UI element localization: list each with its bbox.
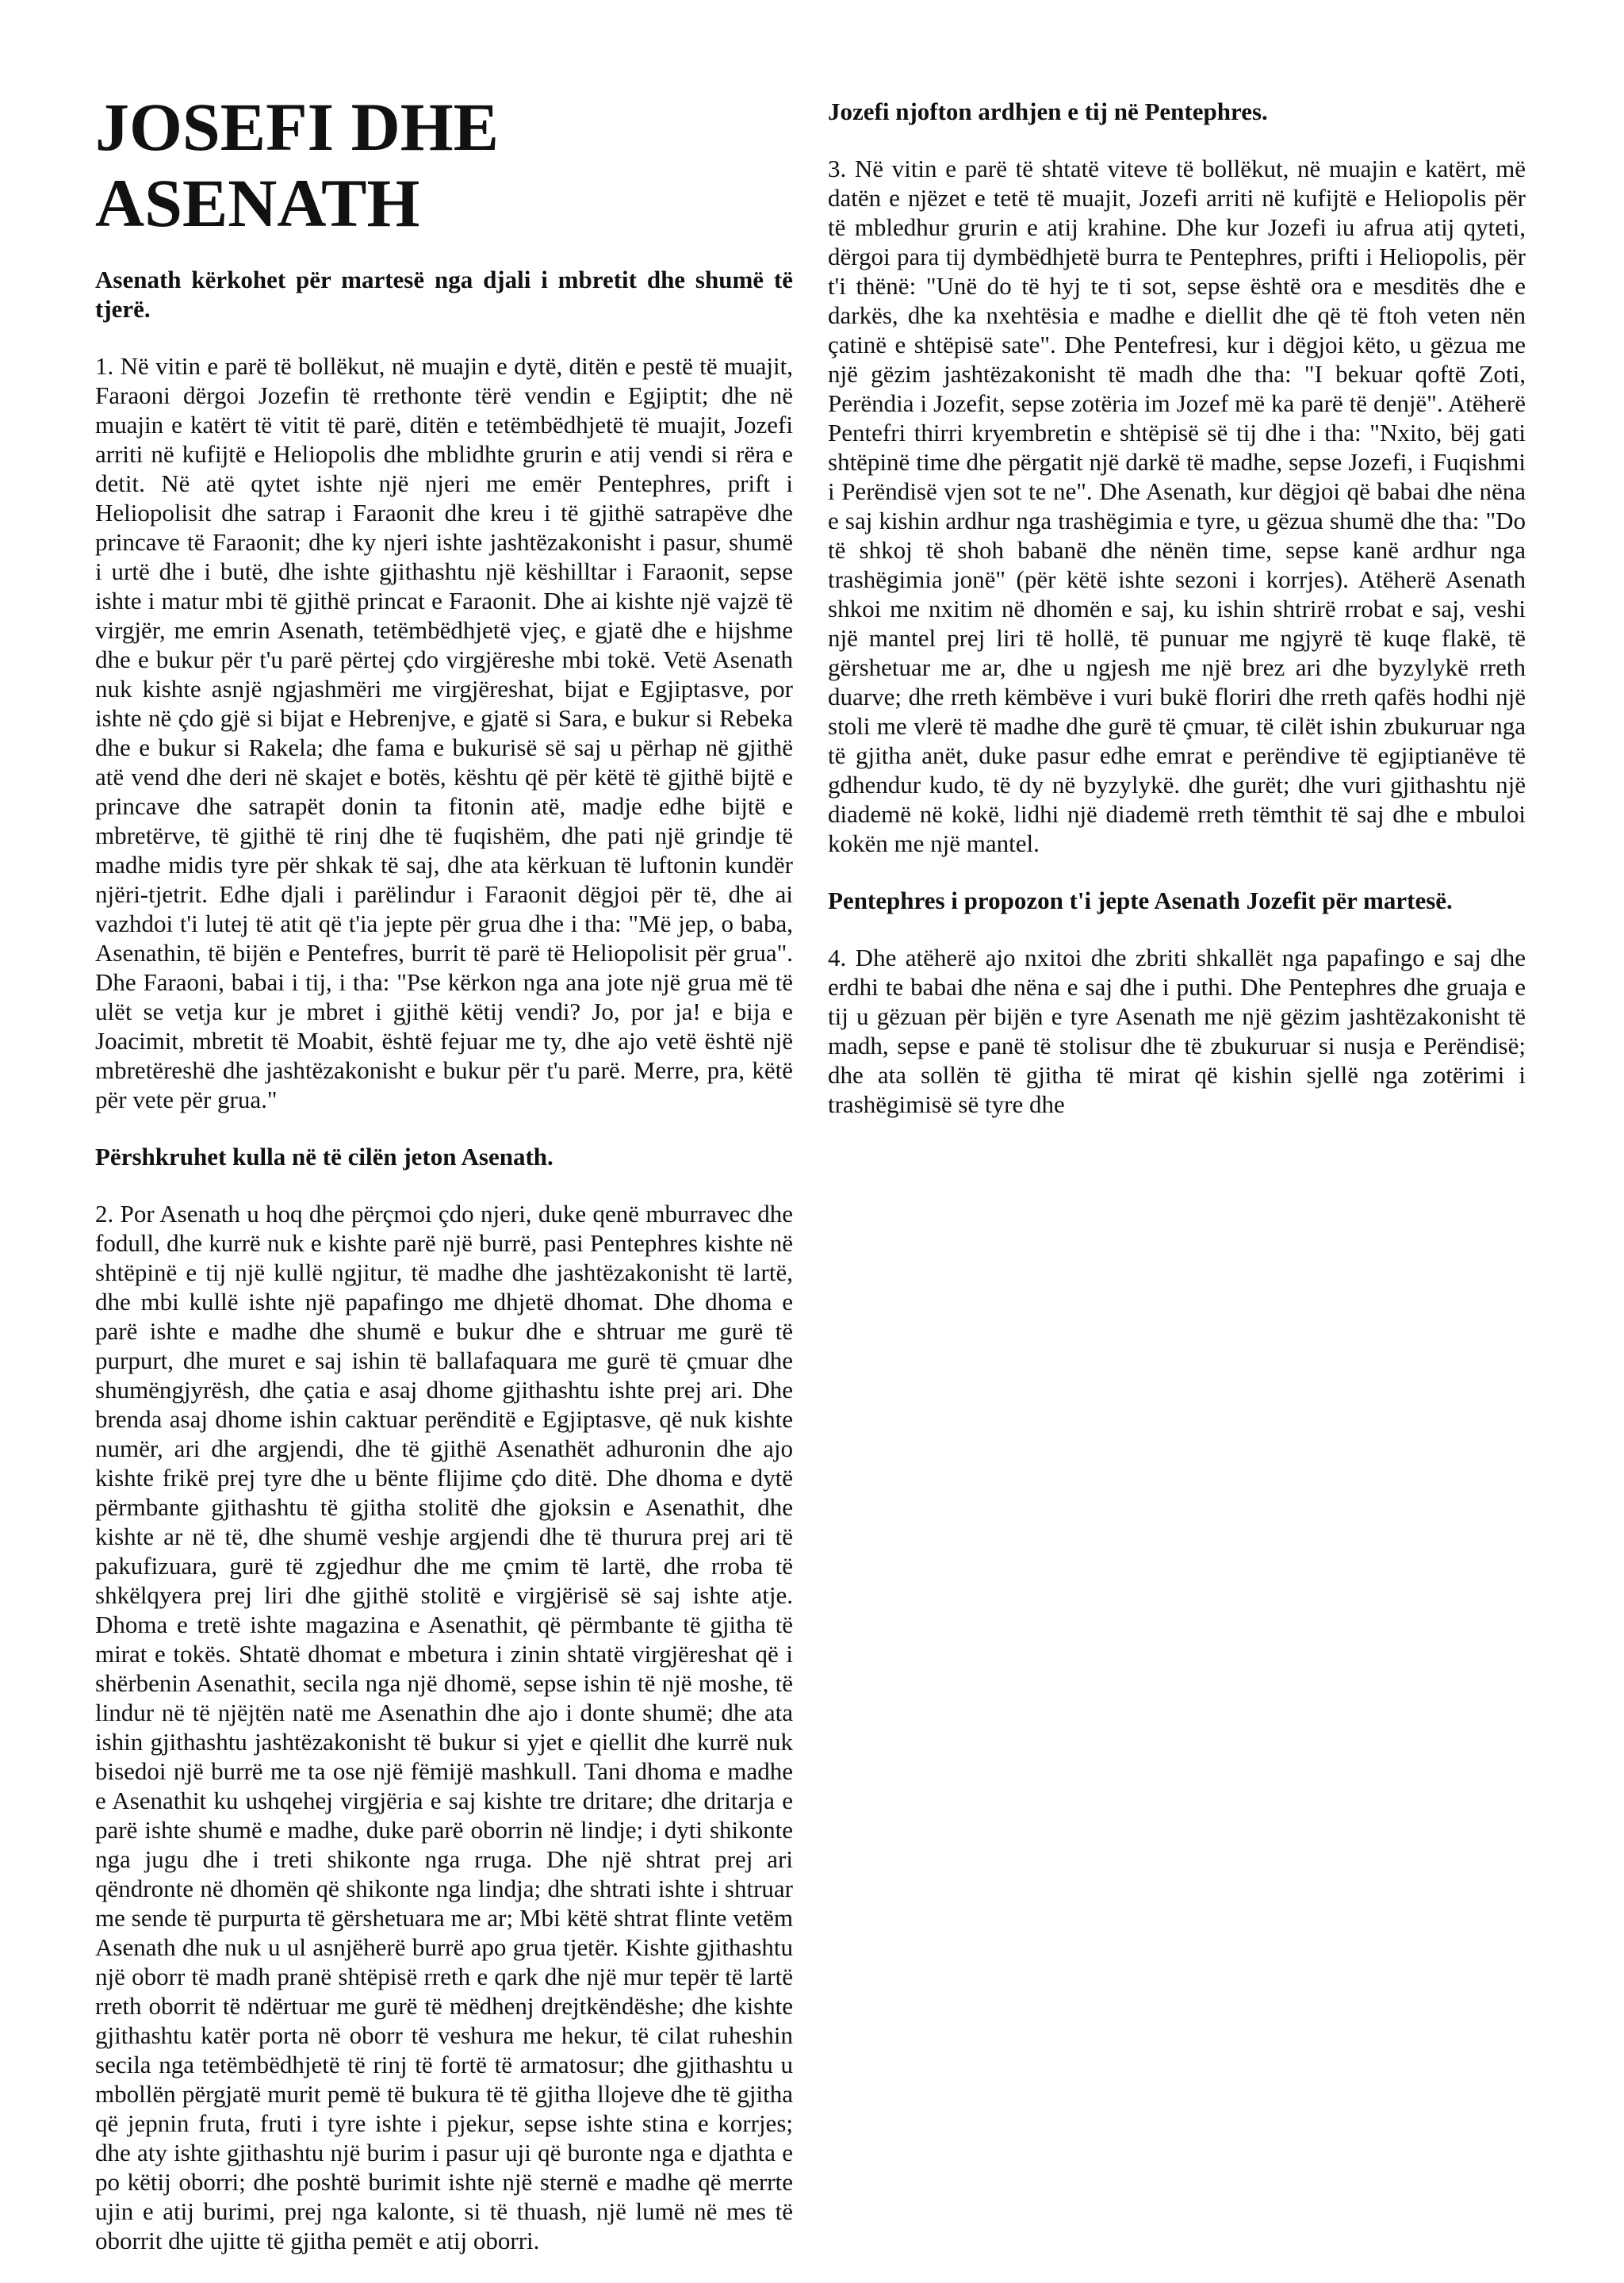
section-4-heading: Pentephres i propozon t'i jepte Asenath Jozefit për martesë. (828, 887, 1453, 914)
section-3-paragraph: 3. Në vitin e parë të shtatë viteve të bollëkut, në muajin e katërt, më datën e njëzet e tetë të muajit, Jozefi arriti në kufijtë e Heliopolis për të mbledhur grurin e atij krahine. Dhe kur Jozefi iu afrua atij qyteti, dërgoi para tij dymbëdhjetë burra te Pentephres, prifti i Heliopolis, për t'i thënë: "Unë do të hyj te ti sot, sepse është ora e mesditës dhe e darkës, dhe ka nxehtësia e madhe e diellit dhe që të ftoh veten nën çatinë e shtëpisë sate". Dhe Pentefresi, kur i dëgjoi këto, u gëzua me një gëzim jashtëzakonisht të madh dhe tha: "I bekuar qoftë Zoti, Perëndia i Jozefit, sepse zotëria im Jozef më ka parë të denjë". Atëherë Pentefri thirri kryembretin e shtëpisë së tij dhe i tha: "Nxito, bëj gati shtëpinë time dhe përgatit një darkë të madhe, sepse Jozefi, i Fuqishmi i Perëndisë vjen sot te ne". Dhe Asenath, kur dëgjoi që babai dhe nëna e saj kishin ardhur nga trashëgimia e tyre, u gëzua shumë dhe tha: "Do të shkoj të shoh babanë dhe nënën time, sepse kanë ardhur nga trashëgimia jonë" (për këtë ishte sezoni i korrjes). Atëherë Asenath shkoi me nxitim në dhomën e saj, ku ishin shtrirë rrobat e saj, veshi një mantel prej liri të hollë, të punuar me ngjyrë të kuqe flakë, të gërshetuar me ar, dhe u ngjesh me një brez ari dhe byzylykë rreth duarve; dhe rreth këmbëve i vuri bukë floriri dhe rreth qafës hodhi një stoli me vlerë të madhe dhe gurë të çmuar, të cilët ishin zbukuruar nga të gjitha anët, duke pasur edhe emrat e perëndive të egjiptianëve të gdhendur kudo, të dy në byzylykë. dhe gurët; dhe vuri gjithashtu një diademë në kokë, lidhi një diademë rreth tëmthit të saj dhe e mbuloi kokën me një mantel. (828, 155, 1526, 857)
document-title: JOSEFI DHE ASENATH (95, 89, 499, 241)
left-column (95, 89, 793, 2283)
right-column (828, 97, 1526, 1147)
section-3-heading: Jozefi njofton ardhjen e tij në Pentephres. (828, 98, 1268, 125)
section-1-heading: Asenath kërkohet për martesë nga djali i mbretit dhe shumë të tjerë. (95, 266, 793, 323)
section-4-paragraph: 4. Dhe atëherë ajo nxitoi dhe zbriti shkallët nga papafingo e saj dhe erdhi te babai dhe nëna e saj dhe i puthi. Dhe Pentephres dhe gruaja e tij u gëzuan për bijën e tyre Asenath me një gëzim jashtëzakonisht të madh, sepse e panë të stolisur dhe të zbukuruar si nusja e Perëndisë; dhe ata sollën të gjitha të mirat që kishin sjellë nga zotërimi i trashëgimisë së tyre dhe (828, 944, 1526, 1118)
section-2-heading: Përshkruhet kulla në të cilën jeton Asenath. (95, 1143, 553, 1170)
section-1-paragraph: 1. Në vitin e parë të bollëkut, në muajin e dytë, ditën e pestë të muajit, Faraoni dërgoi Jozefin të rrethonte tërë vendin e Egjiptit; dhe në muajin e katërt të vitit të parë, ditën e tetëmbëdhjetë të muajit, Jozefi arriti në kufijtë e Heliopolis dhe mblidhte grurin e atij vendi si rëra e detit. Në atë qytet ishte një njeri me emër Pentephres, prift i Heliopolisit dhe satrap i Faraonit dhe kreu i të gjithë satrapëve dhe princave të Faraonit; dhe ky njeri ishte jashtëzakonisht i pasur, shumë i urtë dhe i butë, dhe ishte gjithashtu një këshilltar i Faraonit, sepse ishte i matur mbi të gjithë princat e Faraonit. Dhe ai kishte një vajzë të virgjër, me emrin Asenath, tetëmbëdhjetë vjeç, e gjatë dhe e hijshme dhe e bukur për t'u parë përtej çdo virgjëreshe mbi tokë. Vetë Asenath nuk kishte asnjë ngjashmëri me virgjëreshat, bijat e Egjiptasve, por ishte në çdo gjë si bijat e Hebrenjve, e gjatë si Sara, e bukur si Rebeka dhe e bukur si Rakela; dhe fama e bukurisë së saj u përhap në gjithë atë vend dhe deri në skajet e botës, kështu që për këtë të gjithë bijtë e princave dhe satrapët donin ta fitonin atë, madje edhe bijtë e mbretërve, të gjithë të rinj dhe të fuqishëm, dhe pati një grindje të madhe midis tyre për shkak të saj, dhe ata kërkuan të luftonin kundër njëri-tjetrit. Edhe djali i parëlindur i Faraonit dëgjoi për të, dhe ai vazhdoi t'i lutej të atit që t'ia jepte për grua dhe i tha: "Më jep, o baba, Asenathin, të bijën e Pentefres, burrit të parë të Heliopolisit për grua". Dhe Faraoni, babai i tij, i tha: "Pse kërkon nga ana jote një grua më të ulët se vetja kur je mbret i gjithë këtij vendi? Jo, por ja! e bija e Joacimit, mbretit të Moabit, është fejuar me ty, dhe ajo vetë është një mbretëreshë dhe jashtëzakonisht e bukur për t'u parë. Merre, pra, këtë për vete për grua." (95, 352, 793, 1113)
section-2-paragraph: 2. Por Asenath u hoq dhe përçmoi çdo njeri, duke qenë mburravec dhe fodull, dhe kurrë nuk e kishte parë një burrë, pasi Pentephres kishte në shtëpinë e tij një kullë ngjitur, të madhe dhe jashtëzakonisht të lartë, dhe mbi kullë ishte një papafingo me dhjetë dhomat. Dhe dhoma e parë ishte e madhe dhe shumë e bukur dhe e shtruar me gurë të purpurt, dhe muret e saj ishin të ballafaquara me gurë të çmuar dhe shumëngjyrësh, dhe çatia e asaj dhome gjithashtu ishte prej ari. Dhe brenda asaj dhome ishin caktuar perënditë e Egjiptasve, që nuk kishte numër, ari dhe argjendi, dhe të gjithë Asenathët adhuronin dhe ajo kishte frikë prej tyre dhe u bënte flijime çdo ditë. Dhe dhoma e dytë përmbante gjithashtu të gjitha stolitë dhe gjoksin e Asenathit, dhe kishte ar në të, dhe shumë veshje argjendi dhe të thurura prej ari të pakufizuara, gurë të zgjedhur dhe me çmim të lartë, dhe rroba të shkëlqyera prej liri dhe gjithë stolitë e virgjërisë së saj ishte atje. Dhoma e tretë ishte magazina e Asenathit, që përmbante të gjitha të mirat e tokës. Shtatë dhomat e mbetura i zinin shtatë virgjëreshat që i shërbenin Asenathit, secila nga një dhomë, sepse ishin të një moshe, të lindur në të njëjtën natë me Asenathin dhe ajo i donte shumë; dhe ata ishin gjithashtu jashtëzakonisht të bukur si yjet e qiellit dhe kurrë nuk bisedoi një burrë me ta ose një fëmijë mashkull. Tani dhoma e madhe e Asenathit ku ushqehej virgjëria e saj kishte tre dritare; dhe dritarja e parë ishte shumë e madhe, duke parë oborrin në lindje; i dyti shikonte nga jugu dhe i treti shikonte nga rruga. Dhe një shtrat prej ari qëndronte në dhomën që shikonte nga lindja; dhe shtrati ishte i shtruar me sende të purpurta të gërshetuara me ar; Mbi këtë shtrat flinte vetëm Asenath dhe nuk u ul asnjëherë burrë apo grua tjetër. Kishte gjithashtu një oborr të madh pranë shtëpisë rreth e qark dhe një mur tepër të lartë rreth oborrit të ndërtuar me gurë të mëdhenj drejtkëndëshe; dhe kishte gjithashtu katër porta në oborr të veshura me hekur, të cilat ruheshin secila nga tetëmbëdhjetë të rinj të fortë të armatosur; dhe gjithashtu u mbollën përgjatë murit pemë të bukura të të gjitha llojeve dhe të gjitha që jepnin fruta, fruti i tyre ishte i pjekur, sepse ishte stina e korrjes; dhe aty ishte gjithashtu një burim i pasur uji që buronte nga e djathta e po këtij oborri; dhe poshtë burimit ishte një sternë e madhe që merrte ujin e atij burimi, prej nga kalonte, si të thuash, një lumë në mes të oborrit dhe ujitte të gjitha pemët e atij oborri. (95, 1200, 793, 2254)
